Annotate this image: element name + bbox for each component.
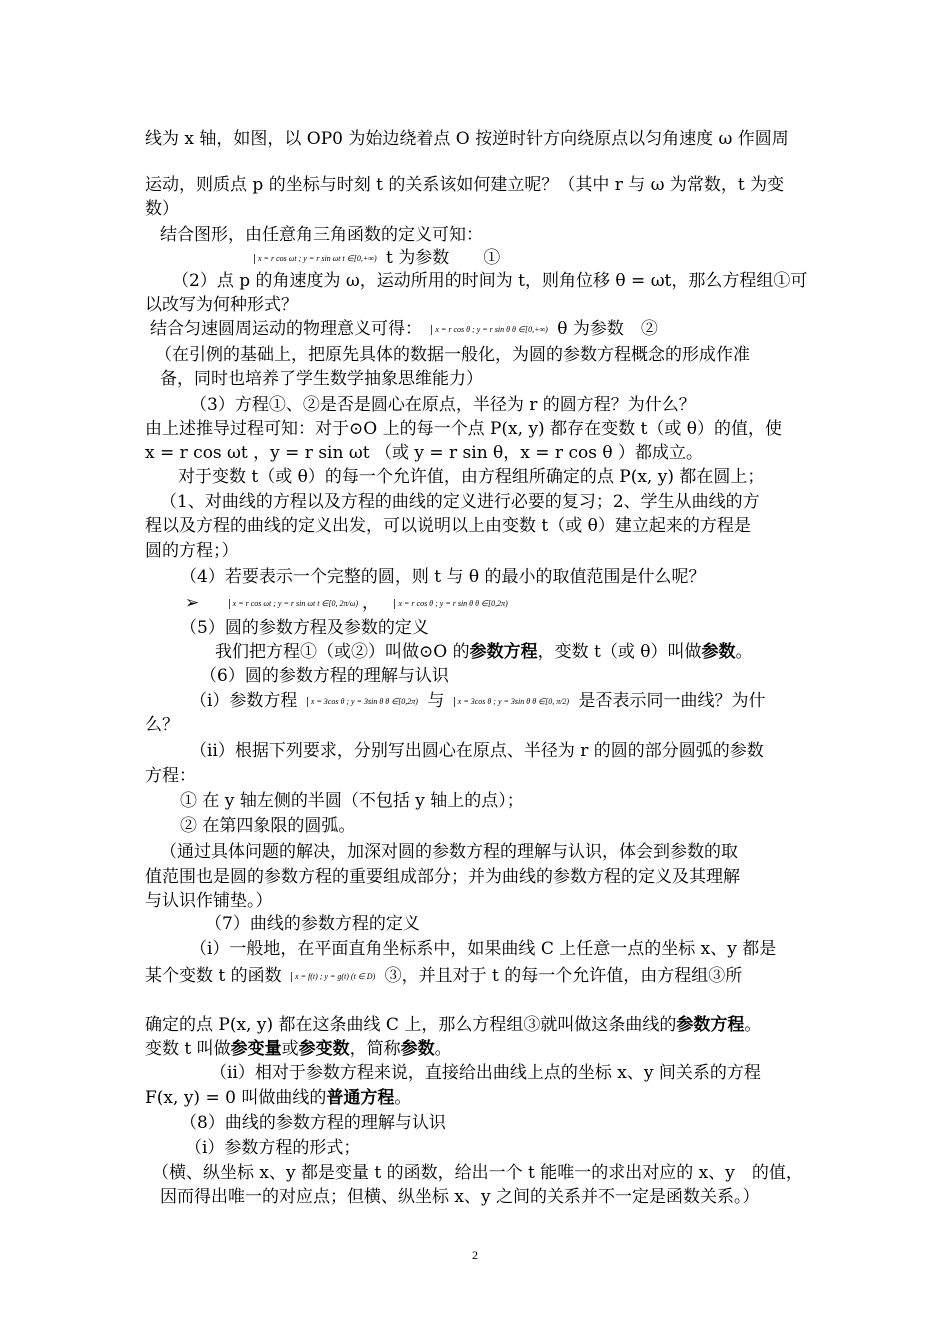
text-line: [145, 1014, 810, 1036]
text-line: （通过具体问题的解决，加深对圆的参数方程的理解与认识，体会到参数的取: [160, 842, 738, 862]
text-span: 某个变数 t 的函数: [145, 966, 282, 986]
text-span: 是否表示同一曲线？为什: [578, 691, 766, 711]
equation-system: x = r cos θ ; y = r sin θ θ ∈[0,+∞): [431, 325, 547, 335]
text-span: 变数 t 叫做: [145, 1039, 231, 1059]
text-line: 么？: [145, 715, 179, 735]
text-line: [150, 318, 815, 340]
text-span: 我们把方程①（或②）叫做⊙O 的: [215, 642, 470, 662]
text-span: F(x, y) = 0 叫做曲线的: [145, 1088, 327, 1108]
text-span: 结合匀速圆周运动的物理意义可得：: [150, 319, 422, 339]
text-span: ，变数 t（或 θ）叫做: [537, 642, 702, 662]
text-line: [215, 641, 880, 663]
text-line: 数）: [145, 199, 179, 219]
text-line: （3）方程①、②是否是圆心在原点，半径为 r 的圆方程？为什么？: [190, 395, 696, 415]
text-line: [145, 965, 810, 987]
page-number: 2: [472, 1248, 478, 1262]
text-line: 因而得出唯一的对应点；但横、纵坐标 x、y 之间的关系并不一定是函数关系。）: [160, 1187, 760, 1207]
text-span: ，简称: [349, 1039, 401, 1059]
text-line: 以改写为何种形式？: [145, 295, 298, 315]
text-line: 对于变数 t（或 θ）的每一个允许值，由方程组所确定的点 P(x, y) 都在圆上；: [178, 467, 765, 487]
equation-system: x = 3cos θ ; y = 3sin θ θ ∈[0,2π): [307, 697, 418, 707]
text-line: （横、纵坐标 x、y 都是变量 t 的函数，给出一个 t 能唯一的求出对应的 x、y 的值，: [152, 1163, 803, 1183]
text-line: （ⅰ）一般地，在平面直角坐标系中，如果曲线 C 上任意一点的坐标 x、y 都是: [190, 939, 777, 959]
equation-system: x = f(t) ; y = g(t) (t ∈ D): [291, 972, 375, 982]
bold-term: 普通方程: [326, 1088, 395, 1108]
text-line: 与认识作铺垫。）: [145, 891, 273, 911]
bullet-icon: ➢: [185, 593, 200, 613]
text-line: 方程：: [145, 766, 196, 786]
text-line: 圆的方程；）: [145, 541, 239, 561]
text-line: [145, 1038, 810, 1060]
text-span: 。: [735, 642, 753, 662]
text-span: 或: [281, 1039, 299, 1059]
text-line: [250, 247, 915, 269]
text-line: （7）曲线的参数方程的定义: [205, 914, 420, 934]
text-span: （ⅰ）参数方程: [190, 691, 298, 711]
text-line: ➢ x = r cos ωt ; y = r sin ωt t ∈[0, 2π/ω) ， x = r cos θ ; y = r sin θ θ ∈[0,2π): [185, 593, 508, 613]
text-span: 。: [434, 1039, 452, 1059]
text-line: （2）点 p 的角速度为 ω，运动所用的时间为 t，则角位移 θ = ωt，那么方程组①可: [172, 271, 808, 291]
equation-system: x = r cos ωt ; y = r sin ωt t ∈[0, 2π/ω): [229, 599, 358, 609]
text-line: （ⅰ）参数方程的形式；: [185, 1138, 361, 1158]
text-line: （在引例的基础上，把原先具体的数据一般化，为圆的参数方程概念的形成作准: [155, 345, 750, 365]
text-span: 。: [394, 1088, 412, 1108]
bold-term: 参数方程: [676, 1015, 745, 1035]
text-line: [145, 1087, 810, 1109]
bold-term: 参变量: [230, 1039, 282, 1059]
equation-system: x = 3cos θ ; y = 3sin θ θ ∈[0, π/2): [454, 697, 569, 707]
bold-term: 参数方程: [469, 642, 538, 662]
text-line: （ⅱ）根据下列要求，分别写出圆心在原点、半径为 r 的圆的部分圆弧的参数: [190, 741, 764, 761]
text-line: （ⅱ）相对于参数方程来说，直接给出曲线上点的坐标 x、y 间关系的方程: [210, 1063, 761, 1083]
text-line: 运动，则质点 p 的坐标与时刻 t 的关系该如何建立呢？（其中 r 与 ω 为常数，t 为变: [145, 175, 785, 195]
text-span: 与: [427, 691, 445, 711]
text-line: 程以及方程的曲线的定义出发，可以说明以上由变数 t（或 θ）建立起来的方程是: [145, 516, 751, 536]
text-line: 备，同时也培养了学生数学抽象思维能力）: [160, 369, 483, 389]
text-line: （6）圆的参数方程的理解与认识: [200, 666, 449, 686]
text-line: x = r cos ωt ，y = r sin ωt （或 y = r sin θ，x = r cos θ ）都成立。: [145, 443, 703, 463]
text-line: [190, 690, 855, 712]
text-line: （5）圆的参数方程及参数的定义: [180, 618, 429, 638]
text-line: 由上述推导过程可知：对于⊙O 上的每一个点 P(x, y) 都存在变数 t（或 θ）的值，使: [145, 419, 782, 439]
equation-system: x = r cos θ ; y = r sin θ θ ∈[0,2π): [394, 599, 507, 609]
text-span: 。: [744, 1015, 762, 1035]
text-line: ① 在 y 轴左侧的半圆（不包括 y 轴上的点）；: [180, 791, 524, 811]
text-line: ② 在第四象限的圆弧。: [180, 816, 356, 836]
text-span: θ 为参数 ②: [557, 319, 658, 339]
text-line: （1、对曲线的方程以及方程的曲线的定义进行必要的复习；2、学生从曲线的方: [160, 492, 760, 512]
bold-term: 参数: [701, 642, 736, 662]
bold-term: 参数: [400, 1039, 435, 1059]
equation-system: x = r cos ωt ; y = r sin ωt t ∈[0,+∞): [254, 254, 377, 264]
bold-term: 参变数: [298, 1039, 350, 1059]
text-line: （4）若要表示一个完整的圆，则 t 与 θ 的最小的取值范围是什么呢？: [180, 567, 706, 587]
text-line: 线为 x 轴，如图，以 OP0 为始边绕着点 O 按逆时针方向绕原点以匀角速度 ω 作圆周: [145, 129, 789, 149]
text-line: 值范围也是圆的参数方程的重要组成部分；并为曲线的参数方程的定义及其理解: [145, 867, 740, 887]
text-line: （8）曲线的参数方程的理解与认识: [180, 1113, 446, 1133]
text-line: 结合图形，由任意角三角函数的定义可知：: [160, 225, 483, 245]
text-span: 确定的点 P(x, y) 都在这条曲线 C 上，那么方程组③就叫做这条曲线的: [145, 1015, 677, 1035]
text-span: t 为参数 ①: [386, 248, 501, 268]
text-span: ③，并且对于 t 的每一个允许值，由方程组③所: [384, 966, 743, 986]
